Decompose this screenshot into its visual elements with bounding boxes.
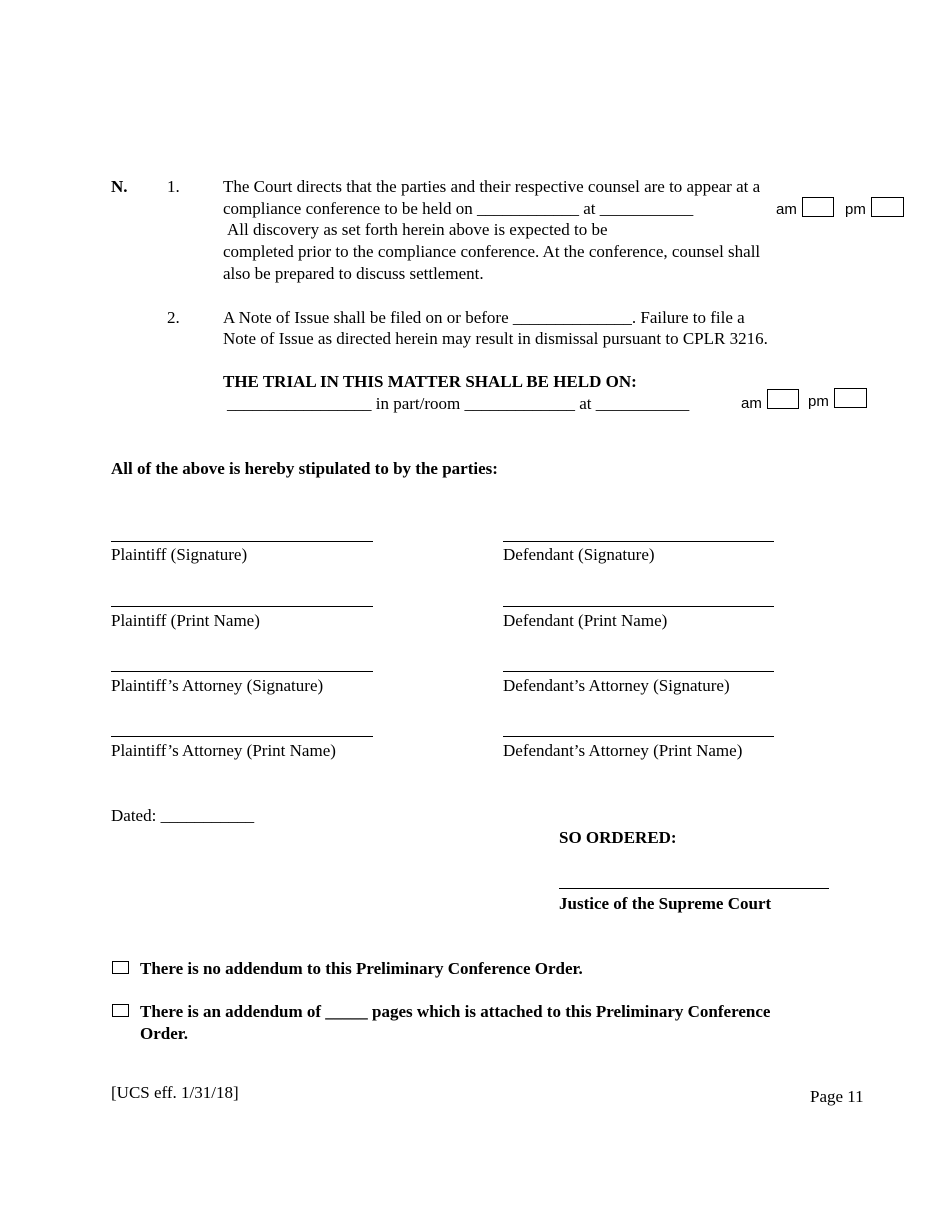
defendant-signature-label: Defendant (Signature)	[503, 545, 655, 564]
item-1-line-5: also be prepared to discuss settlement.	[223, 264, 484, 283]
item-1-line-4: completed prior to the compliance conference. At the conference, counsel shall	[223, 242, 761, 261]
defendant-print-name-label: Defendant (Print Name)	[503, 611, 668, 630]
defendant-attorney-signature-label: Defendant’s Attorney (Signature)	[503, 676, 730, 695]
dated-field[interactable]: Dated: ___________	[111, 806, 255, 825]
signature-line[interactable]	[111, 736, 373, 737]
justice-label: Justice of the Supreme Court	[559, 894, 772, 913]
signature-line[interactable]	[111, 671, 373, 672]
footer-effective-date: [UCS eff. 1/31/18]	[111, 1083, 239, 1102]
signature-line[interactable]	[111, 606, 373, 607]
signature-line[interactable]	[503, 671, 774, 672]
item-1-pm-checkbox[interactable]	[871, 197, 904, 217]
no-addendum-checkbox[interactable]	[112, 961, 129, 974]
trial-heading: THE TRIAL IN THIS MATTER SHALL BE HELD ON:	[223, 372, 637, 391]
item-1-line-1: The Court directs that the parties and their respective counsel are to appear at a	[223, 177, 761, 196]
so-ordered-heading: SO ORDERED:	[559, 828, 677, 847]
item-1-am-checkbox[interactable]	[802, 197, 834, 217]
addendum-attached-checkbox[interactable]	[112, 1004, 129, 1017]
signature-line[interactable]	[503, 606, 774, 607]
trial-line: _________________ in part/room _____________ at ___________	[227, 394, 690, 413]
plaintiff-print-name-label: Plaintiff (Print Name)	[111, 611, 260, 630]
signature-line[interactable]	[111, 541, 373, 542]
item-1-am-label: am	[776, 201, 797, 218]
addendum-attached-label-line-1: There is an addendum of _____ pages which is attached to this Preliminary Conference	[140, 1002, 771, 1021]
item-1-pm-label: pm	[845, 201, 866, 218]
item-1-line-3: All discovery as set forth herein above is expected to be	[227, 220, 608, 239]
page-number: Page 11	[810, 1087, 864, 1106]
trial-pm-checkbox[interactable]	[834, 388, 867, 408]
plaintiff-attorney-print-name-label: Plaintiff’s Attorney (Print Name)	[111, 741, 336, 760]
item-2-number: 2.	[167, 308, 180, 327]
item-1-line-2: compliance conference to be held on ____________ at ___________	[223, 199, 694, 218]
signature-line[interactable]	[503, 541, 774, 542]
item-2-line-1: A Note of Issue shall be filed on or before ______________. Failure to file a	[223, 308, 745, 327]
item-2-line-2: Note of Issue as directed herein may result in dismissal pursuant to CPLR 3216.	[223, 329, 768, 348]
stipulation-heading: All of the above is hereby stipulated to by the parties:	[111, 459, 498, 478]
no-addendum-label: There is no addendum to this Preliminary Conference Order.	[140, 959, 583, 978]
defendant-attorney-print-name-label: Defendant’s Attorney (Print Name)	[503, 741, 743, 760]
item-1-number: 1.	[167, 177, 180, 196]
signature-line[interactable]	[503, 736, 774, 737]
justice-signature-line[interactable]	[559, 888, 829, 889]
plaintiff-signature-label: Plaintiff (Signature)	[111, 545, 248, 564]
plaintiff-attorney-signature-label: Plaintiff’s Attorney (Signature)	[111, 676, 324, 695]
addendum-attached-label-line-2: Order.	[140, 1024, 189, 1043]
trial-pm-label: pm	[808, 393, 829, 410]
trial-am-checkbox[interactable]	[767, 389, 799, 409]
section-letter: N.	[111, 177, 128, 196]
trial-am-label: am	[741, 395, 762, 412]
